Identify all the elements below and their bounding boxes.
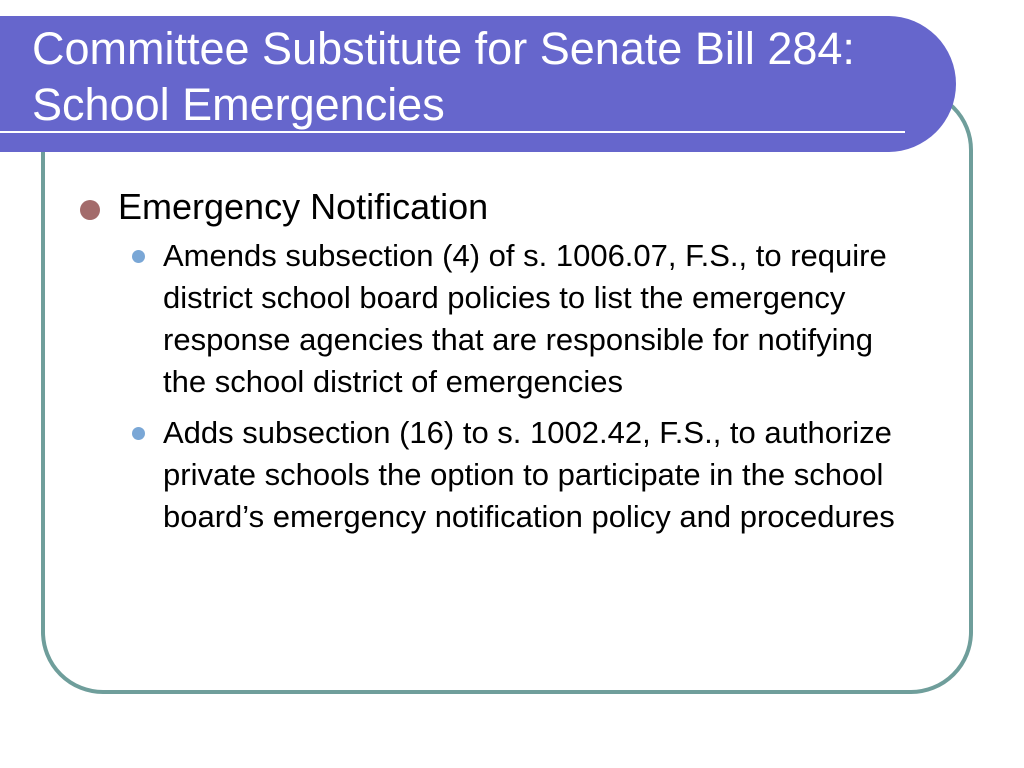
subbullet-item [118,235,923,403]
bullet-icon [80,200,100,220]
subbullet-text: Amends subsection (4) of s. 1006.07, F.S., to require district school board policies to list the emergency response agencies that are responsible for notifying the school district of emergencies [163,238,887,399]
bullet-item [80,183,960,538]
subbullet-item [118,412,923,538]
bullet-list [80,183,960,547]
subbullet-list [118,235,960,538]
subbullet-icon [132,427,145,440]
subbullet-text: Adds subsection (16) to s. 1002.42, F.S., to authorize private schools the option to participate in the school board’s emergency notification policy and procedures [163,415,895,534]
subbullet-icon [132,250,145,263]
bullet-text: Emergency Notification [118,186,489,227]
slide-title: Committee Substitute for Senate Bill 284: School Emergencies [32,23,855,130]
